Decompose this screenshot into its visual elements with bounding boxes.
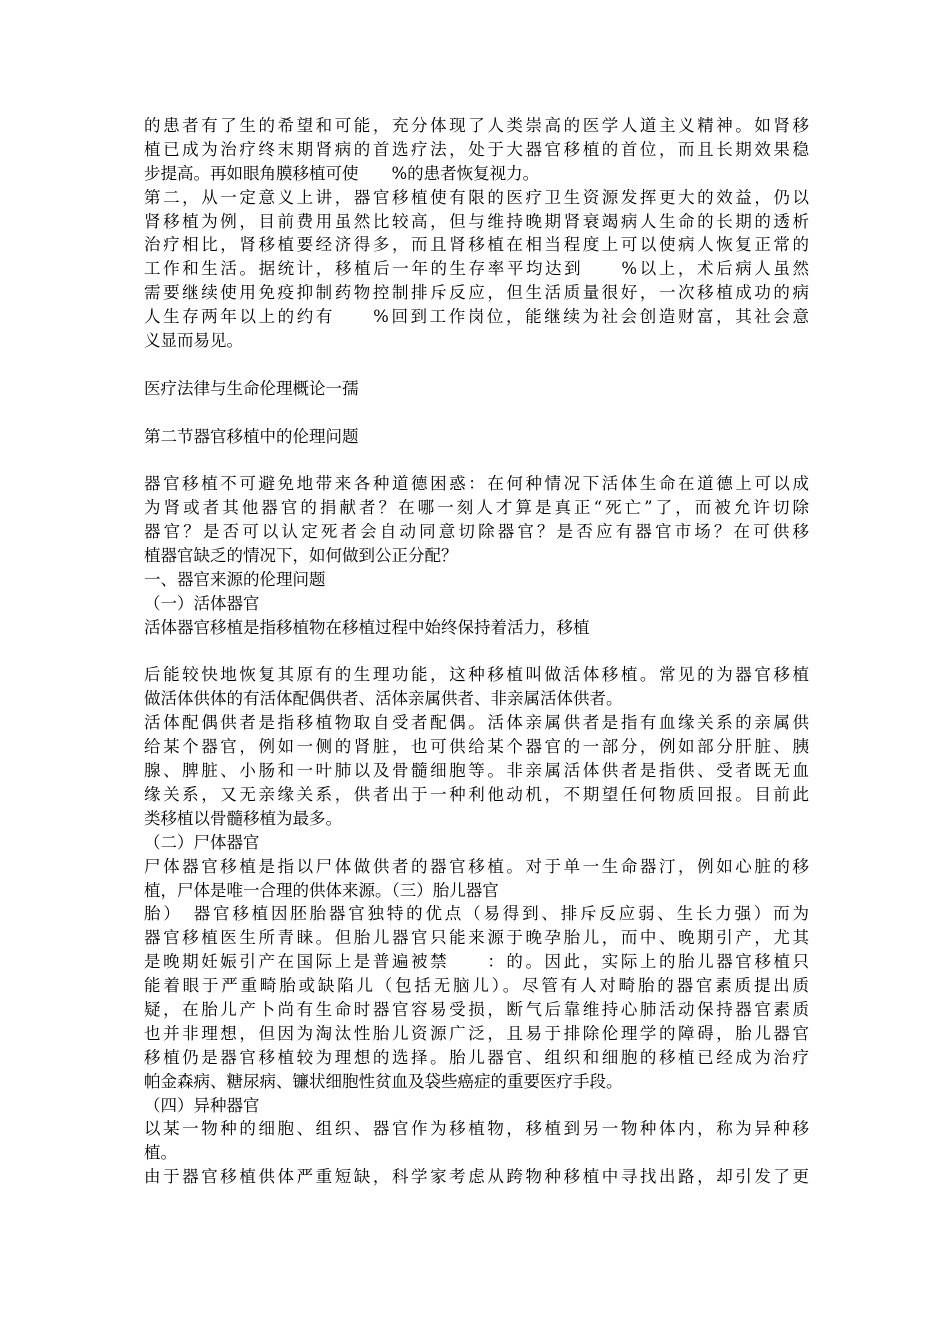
blank-line xyxy=(144,401,809,425)
text-line: 以某一物种的细胞、组织、器官作为移植物，移植到另一物种体内，称为异种移 xyxy=(144,1119,809,1139)
text-line: 腺、脾脏、小肠和一叶肺以及骨髓细胞等。非亲属活体供者是指供、受者既无血 xyxy=(144,761,809,781)
text-line: 治疗相比，肾移植要经济得多，而且肾移植在相当程度上可以使病人恢复正常的 xyxy=(144,235,809,255)
text-line: 第二，从一定意义上讲，器官移植使有限的医疗卫生资源发挥更大的效益，仍以 xyxy=(144,187,809,207)
text-line: （二）尸体器官 xyxy=(144,832,260,852)
text-line: 肾移植为例，目前费用虽然比较高，但与维持晚期肾衰竭病人生命的长期的透析 xyxy=(144,211,809,231)
blank-line xyxy=(144,640,809,664)
text-line: 医疗法律与生命伦理概论一孺 xyxy=(144,378,359,398)
text-line: 植已成为治疗终末期肾病的首选疗法，处于大器官移植的首位，而且长期效果稳 xyxy=(144,139,809,159)
text-line: 给某个器官，例如一侧的肾脏，也可供给某个器官的一部分，例如部分肝脏、胰 xyxy=(144,737,809,757)
text-line: 植，尸体是唯一合理的供体来源。（三）胎儿器官 xyxy=(144,880,499,900)
text-line: 植。 xyxy=(144,1143,177,1163)
text-line: 做活体供体的有活体配偶供者、活体亲属供者、非亲属活体供者。 xyxy=(144,689,623,709)
document-page xyxy=(144,114,809,1189)
text-line: 需要继续使用免疫抑制药物控制排斥反应，但生活质量很好，一次移植成功的病 xyxy=(144,283,809,303)
text-line: 缘关系，又无亲缘关系，供者出于一种利他动机，不期望任何物质回报。目前此 xyxy=(144,784,809,804)
text-line: 活体器官移植是指移植物在移植过程中始终保持着活力，移植 xyxy=(144,617,590,637)
text-line: 是晚期妊娠引产在国际上是普遍被禁 ：的。因此，实际上的胎儿器官移植只 xyxy=(144,952,809,972)
blank-line xyxy=(144,448,809,472)
text-line: 器官移植医生所青睐。但胎儿器官只能来源于晚孕胎儿，而中、晚期引产，尤其 xyxy=(144,928,809,948)
text-line: 一、器官来源的伦理问题 xyxy=(144,569,326,589)
text-line: 器官移植不可避免地带来各种道德困惑：在何种情况下活体生命在道德上可以成 xyxy=(144,474,809,494)
text-line: 帕金森病、糖尿病、镰状细胞性贫血及袋些癌症的重要医疗手段。 xyxy=(144,1071,623,1091)
text-line: 活体配偶供者是指移植物取自受者配偶。活体亲属供者是指有血缘关系的亲属供 xyxy=(144,713,809,733)
text-line: 的患者有了生的希望和可能，充分体现了人类崇高的医学人道主义精神。如肾移 xyxy=(144,116,809,135)
text-line: 胎） 器官移植因胚胎器官独特的优点（易得到、排斥反应弱、生长力强）而为 xyxy=(144,904,809,924)
text-line: 义显而易见。 xyxy=(144,331,243,351)
text-line: 为肾或者其他器官的捐献者？在哪一刻人才算是真正“死亡”了，而被允许切除 xyxy=(144,498,809,518)
text-line: 工作和生活。据统计，移植后一年的生存率平均达到 %以上，术后病人虽然 xyxy=(144,259,809,279)
text-line: 步提高。再如眼角膜移植可使 %的患者恢复视力。 xyxy=(144,163,540,183)
text-line: 器官？是否可以认定死者会自动同意切除器官？是否应有器官市场？在可供移 xyxy=(144,522,809,542)
text-line: 能着眼于严重畸胎或缺陷儿（包括无脑儿）。尽管有人对畸胎的器官素质提出质 xyxy=(144,976,809,996)
blank-line xyxy=(144,353,809,377)
text-line: （一）活体器官 xyxy=(144,593,260,613)
text-line: 植器官缺乏的情况下，如何做到公正分配？ xyxy=(144,546,458,566)
text-line: 疑，在胎儿产卜尚有生命时器官容易受损，断气后靠维持心肺活动保持器官素质 xyxy=(144,999,809,1019)
text-line: 第二节器官移植中的伦理问题 xyxy=(144,426,359,446)
text-line: 类移植以骨髓移植为最多。 xyxy=(144,808,342,828)
text-line: 由于器官移植供体严重短缺，科学家考虑从跨物种移植中寻找出路，却引发了更 xyxy=(144,1167,809,1187)
text-line: 后能较快地恢复其原有的生理功能，这种移植叫做活体移植。常见的为器官移植 xyxy=(144,665,809,685)
text-line: 尸体器官移植是指以尸体做供者的器官移植。对于单一生命器汀，例如心脏的移 xyxy=(144,856,809,876)
text-line: 也并非理想，但因为淘汰性胎儿资源广泛，且易于排除伦理学的障碍，胎儿器官 xyxy=(144,1023,809,1043)
text-line: 人生存两年以上的约有 %回到工作岗位，能继续为社会创造财富，其社会意 xyxy=(144,307,809,327)
text-line: （四）异种器官 xyxy=(144,1095,260,1115)
text-line: 移植仍是器官移植较为理想的选择。胎儿器官、组织和细胞的移植已经成为治疗 xyxy=(144,1047,809,1067)
